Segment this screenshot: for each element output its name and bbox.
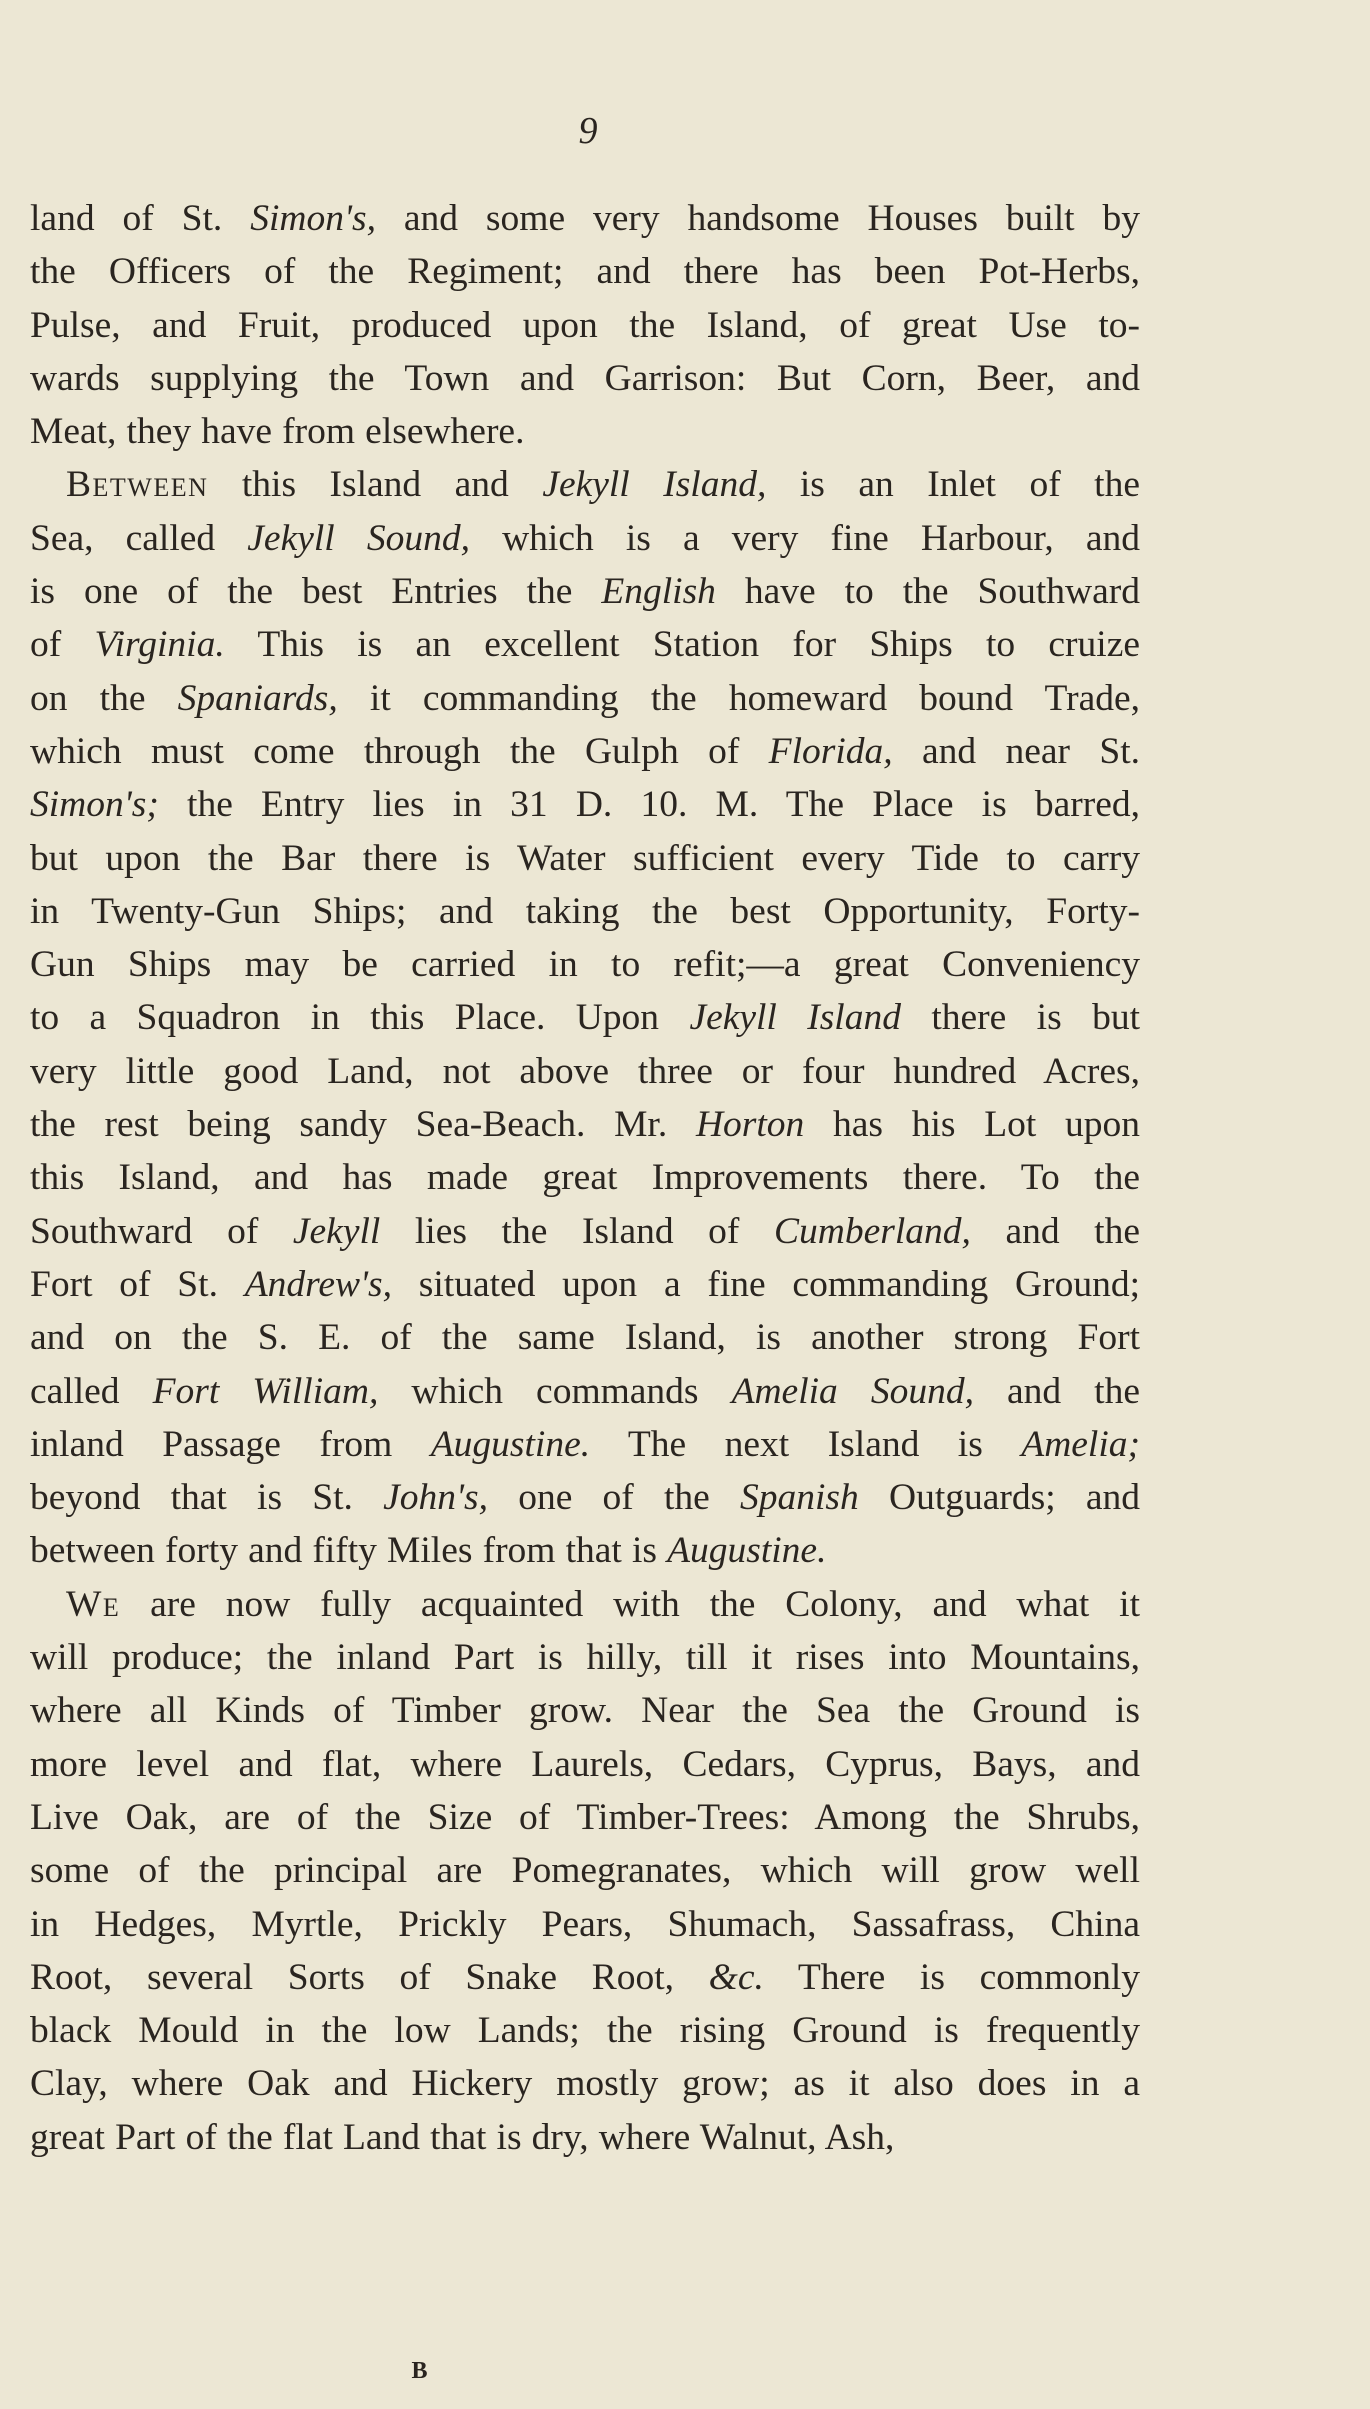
text-line — [30, 938, 1140, 991]
text-line — [30, 565, 1140, 618]
text-line — [30, 1738, 1140, 1791]
italic-text: John's, — [383, 1477, 488, 1519]
text-line — [30, 299, 1140, 352]
italic-text: Jekyll Island, — [542, 464, 767, 506]
text-run: to a Squadron in this Place. Upon — [30, 997, 690, 1039]
italic-text: Cumberland, — [773, 1210, 971, 1252]
small-caps-text: We — [66, 1583, 121, 1625]
text-run: will produce; the inland Part is hilly, till it rises into Mountains, — [30, 1637, 1140, 1679]
text-line — [30, 618, 1140, 671]
italic-text: Spanish — [740, 1477, 859, 1519]
italic-text: English — [601, 571, 716, 613]
text-line — [30, 2057, 1140, 2110]
text-run: called — [30, 1370, 153, 1412]
text-run: Root, several Sorts of Snake Root, — [30, 1956, 709, 1998]
text-line — [30, 1844, 1140, 1897]
text-run: which must come through the Gulph of — [30, 730, 769, 772]
text-line — [30, 1045, 1140, 1098]
text-line — [30, 991, 1140, 1044]
text-run: but upon the Bar there is Water sufficient every Tide to carry — [30, 837, 1140, 879]
text-line — [30, 1898, 1140, 1951]
text-run: This is an excellent Station for Ships to cruize — [224, 624, 1140, 666]
italic-text: &c. — [708, 1956, 764, 1998]
text-run: Meat, they have from elsewhere. — [30, 411, 525, 453]
italic-text: Virginia. — [94, 624, 225, 666]
text-run: it commanding the homeward bound Trade, — [337, 677, 1140, 719]
italic-text: Augustine. — [430, 1423, 591, 1465]
text-run: is an Inlet of the — [766, 464, 1140, 506]
body-text — [30, 192, 1140, 2164]
text-run: where all Kinds of Timber grow. Near the Sea the Ground is — [30, 1690, 1140, 1732]
italic-text: Amelia; — [1021, 1423, 1140, 1465]
text-run: one of the — [488, 1477, 741, 1519]
text-line — [30, 1791, 1140, 1844]
text-run: this Island and — [208, 464, 543, 506]
text-run: is one of the best Entries the — [30, 571, 602, 613]
text-run: which is a very fine Harbour, and — [469, 517, 1140, 559]
italic-text: Simon's; — [30, 784, 159, 826]
text-run: the rest being sandy Sea-Beach. Mr. — [30, 1104, 696, 1146]
text-run: between forty and fifty Miles from that is — [30, 1530, 668, 1572]
text-line — [30, 245, 1140, 298]
text-line — [30, 1631, 1140, 1684]
text-run: of — [30, 624, 95, 666]
text-run: black Mould in the low Lands; the rising Ground is frequently — [30, 2010, 1140, 2052]
text-line — [30, 1578, 1140, 1631]
text-run: beyond that is St. — [30, 1477, 384, 1519]
text-line — [30, 1311, 1140, 1364]
italic-text: Spaniards, — [177, 677, 338, 719]
text-run: Clay, where Oak and Hickery mostly grow; as it also does in a — [30, 2063, 1140, 2105]
text-run: and some very handsome Houses built by — [375, 198, 1141, 239]
text-run: in Twenty-Gun Ships; and taking the best Opportunity, Forty- — [30, 890, 1140, 932]
italic-text: Augustine. — [667, 1530, 827, 1572]
italic-text: Florida, — [768, 730, 893, 772]
text-run: has his Lot upon — [804, 1104, 1140, 1146]
italic-text: Horton — [695, 1104, 805, 1146]
text-run: There is commonly — [763, 1956, 1140, 1998]
italic-text: Jekyll Island — [689, 997, 901, 1039]
text-line — [30, 1684, 1140, 1737]
text-line — [30, 2111, 1140, 2164]
text-run: are now fully acquainted with the Colony, and what it — [120, 1583, 1140, 1625]
italic-text: Jekyll — [292, 1210, 381, 1252]
text-line — [30, 405, 1140, 458]
italic-text: Fort William, — [152, 1370, 379, 1412]
text-run: Pulse, and Fruit, produced upon the Island, of great Use to- — [30, 304, 1140, 346]
text-run: in Hedges, Myrtle, Prickly Pears, Shumach, Sassafrass, China — [30, 1903, 1140, 1945]
text-line — [30, 1471, 1140, 1524]
text-line — [30, 352, 1140, 405]
text-line — [30, 1418, 1140, 1471]
text-run: on the — [30, 677, 178, 719]
text-line — [30, 1951, 1140, 2004]
text-run: great Part of the flat Land that is dry, where Walnut, Ash, — [30, 2116, 895, 2158]
text-run: have to the Southward — [715, 571, 1140, 613]
text-run: The next Island is — [590, 1423, 1022, 1465]
text-line — [30, 725, 1140, 778]
page-number: 9 — [578, 110, 598, 152]
text-run: this Island, and has made great Improvements there. To the — [30, 1157, 1140, 1199]
text-run: which commands — [378, 1370, 732, 1412]
text-line — [30, 458, 1140, 511]
text-line — [30, 1205, 1140, 1258]
text-line — [30, 1524, 1140, 1577]
text-run: lies the Island of — [380, 1210, 774, 1252]
text-run: Live Oak, are of the Size of Timber-Trees: Among the Shrubs, — [30, 1796, 1140, 1838]
text-run: Gun Ships may be carried in to refit;—a great Conveniency — [30, 944, 1140, 986]
small-caps-text: Between — [66, 464, 209, 506]
text-run: the Entry lies in 31 D. 10. M. The Place is barred, — [158, 784, 1140, 826]
text-line — [30, 2004, 1140, 2057]
text-run: situated upon a fine commanding Ground; — [391, 1263, 1140, 1305]
text-line — [30, 1365, 1140, 1418]
text-run: and the — [973, 1370, 1140, 1412]
text-line — [30, 512, 1140, 565]
text-run: Southward of — [30, 1210, 293, 1252]
text-line — [30, 885, 1140, 938]
text-run: land of St. — [30, 198, 251, 239]
text-run: inland Passage from — [30, 1423, 431, 1465]
italic-text: Andrew's, — [244, 1263, 392, 1305]
signature-mark: B — [411, 2358, 429, 2384]
text-run: very little good Land, not above three or four hundred Acres, — [30, 1050, 1140, 1092]
italic-text: Amelia Sound, — [731, 1370, 974, 1412]
text-line — [30, 1151, 1140, 1204]
text-line — [30, 778, 1140, 831]
text-line — [30, 1098, 1140, 1151]
text-line — [30, 1258, 1140, 1311]
italic-text: Simon's, — [250, 198, 376, 239]
text-run: and on the S. E. of the same Island, is another strong Fort — [30, 1317, 1140, 1359]
text-line — [30, 832, 1140, 885]
text-line — [30, 192, 1140, 245]
text-run: Fort of St. — [30, 1263, 245, 1305]
text-line — [30, 672, 1140, 725]
text-run: wards supplying the Town and Garrison: But Corn, Beer, and — [30, 357, 1140, 399]
italic-text: Jekyll Sound, — [247, 517, 470, 559]
text-run: some of the principal are Pomegranates, which will grow well — [30, 1850, 1140, 1892]
text-run: there is but — [900, 997, 1140, 1039]
text-run: more level and flat, where Laurels, Cedars, Cyprus, Bays, and — [30, 1743, 1140, 1785]
text-run: Sea, called — [30, 517, 248, 559]
text-run: the Officers of the Regiment; and there has been Pot-Herbs, — [30, 251, 1140, 293]
text-run: and near St. — [892, 730, 1140, 772]
text-run: and the — [970, 1210, 1140, 1252]
text-run: Outguards; and — [858, 1477, 1140, 1519]
